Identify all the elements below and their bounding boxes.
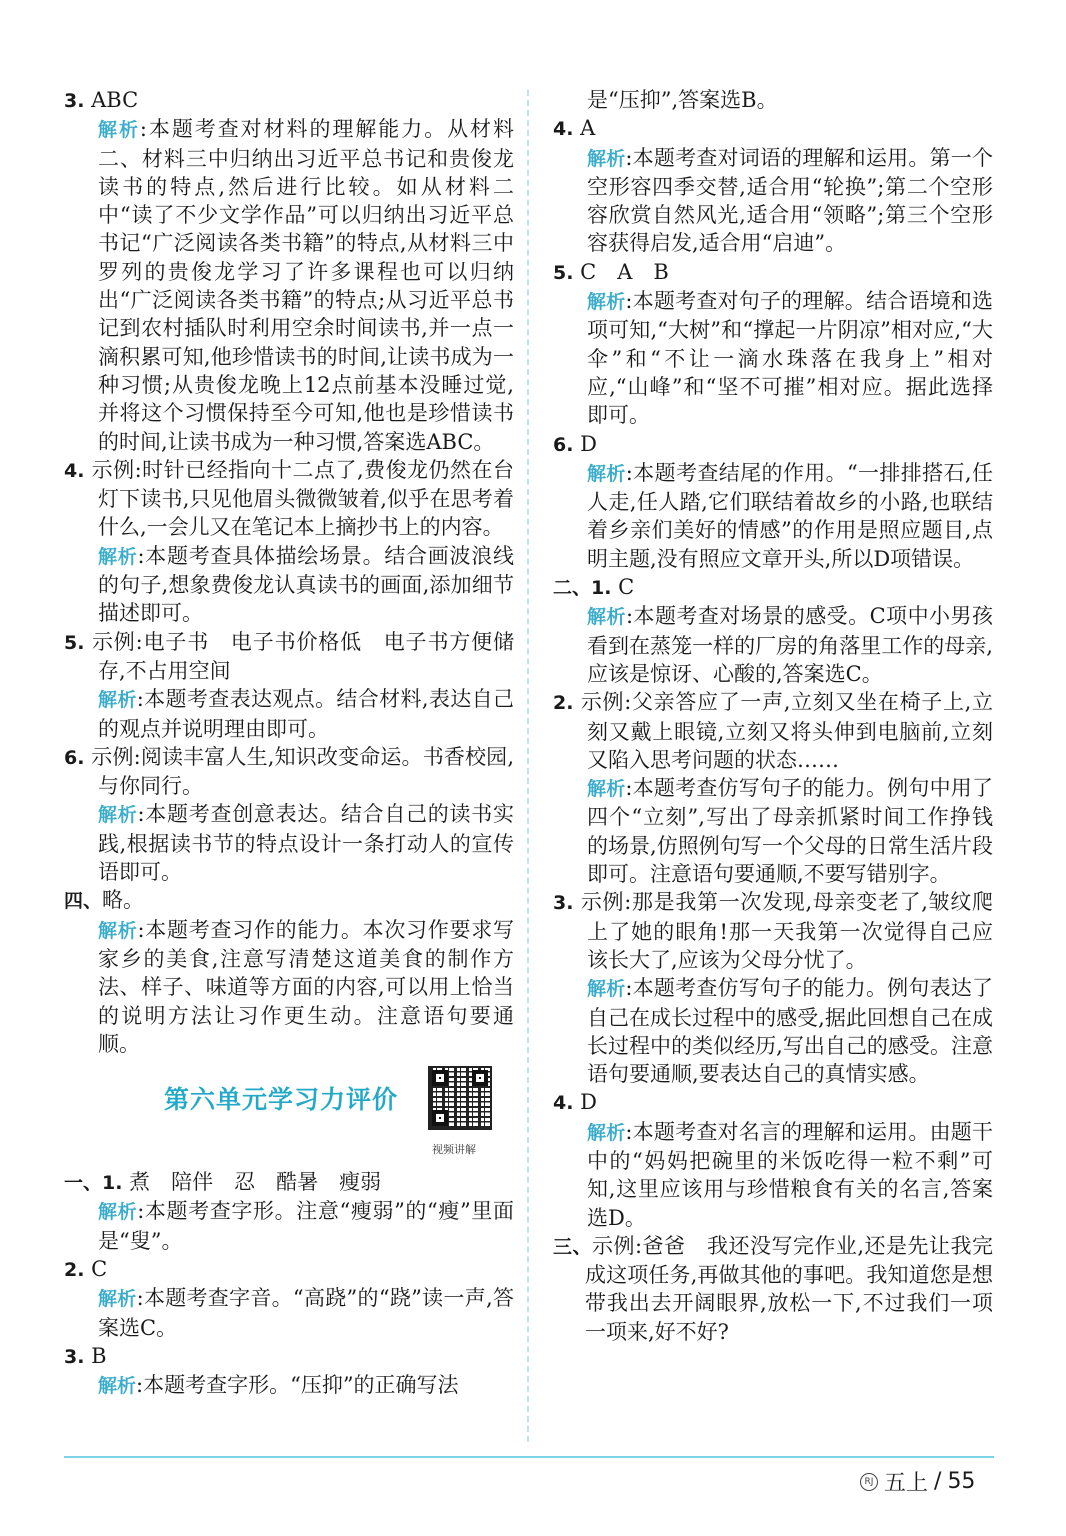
answer-paragraph: [64, 886, 514, 915]
question-number: 4.: [64, 459, 85, 482]
page-separator: /: [934, 1469, 942, 1494]
analysis-paragraph: [64, 1197, 514, 1255]
analysis-paragraph: [553, 602, 993, 688]
analysis-label: 解析: [98, 919, 138, 942]
answer-paragraph: [553, 1088, 993, 1117]
paragraph-text: :本题考查对材料的理解能力。从材料二、材料三中归纳出习近平总书记和贵俊龙读书的特点,然后进行比较。如从材料二中“读了不少文学作品”可以归纳出习近平总书记“广泛阅读各类书籍”的特点,从材料三中罗列的贵俊龙学习了许多课程也可以归纳出“广泛阅读各类书籍”的特点;从习近平总书记到农村插队时利用空余时间读书,并一点一滴积累可知,他珍惜读书的时间,让读书成为一种习惯;从贵俊龙晚上12点前基本没睡过觉,并将这个习惯保持至今可知,他也是珍惜读书的时间,让读书成为一种习惯,答案选ABC。: [98, 117, 514, 454]
paragraph-text: :本题考查结尾的作用。“一排排搭石,任人走,任人踏,它们联结着故乡的小路,也联结着乡亲们美好的情感”的作用是照应题目,点明主题,没有照应文章开头,所以D项错误。: [587, 460, 993, 571]
analysis-paragraph: [64, 115, 514, 456]
right-column: [553, 86, 993, 1346]
paragraph-text: 示例:那是我第一次发现,母亲变老了,皱纹爬上了她的眼角!那一天我第一次觉得自己应该长大了,应该为父母分忧了。: [573, 890, 993, 972]
paragraph-text: :本题考查字音。“高跷”的“跷”读一声,答案选C。: [98, 1286, 514, 1340]
answer-paragraph: [553, 86, 993, 114]
qr-code-icon[interactable]: [428, 1066, 492, 1130]
paragraph-text: 示例:爸爸 我还没写完作业,还是先让我完成这项任务,再做其他的事吧。我知道您是想带我出去开阔眼界,放松一下,不过我们一项一项来,好不好?: [585, 1233, 993, 1344]
paragraph-text: 示例:阅读丰富人生,知识改变命运。书香校园,与你同行。: [84, 744, 514, 799]
paragraph-text: C: [84, 1256, 108, 1281]
analysis-paragraph: [64, 685, 514, 743]
qr-corner: [432, 1070, 448, 1086]
analysis-label: 解析: [587, 147, 626, 170]
analysis-label: 解析: [587, 606, 626, 629]
paragraph-text: :本题考查对场景的感受。C项中小男孩看到在蒸笼一样的厂房的角落里工作的母亲,应该是惊讶、心酸的,答案选C。: [587, 604, 993, 686]
question-number: 三、: [553, 1235, 592, 1258]
left-answers-unit6: [64, 1168, 514, 1400]
analysis-paragraph: [64, 1284, 514, 1342]
analysis-label: 解析: [98, 1201, 138, 1224]
paragraph-text: :本题考查对词语的理解和运用。第一个空形容四季交替,适合用“轮换”;第二个空形容欣赏自然风光,适合用“领略”;第三个空形容获得启发,适合用“启迪”。: [587, 145, 993, 256]
paragraph-text: 是“压抑”,答案选B。: [587, 88, 778, 112]
qr-corner: [472, 1070, 488, 1086]
paragraph-text: 示例:时针已经指向十二点了,费俊龙仍然在台灯下读书,只见他眉头微微皱着,似乎在思考着什么,一会儿又在笔记本上摘抄书上的内容。: [84, 457, 514, 540]
page-number: 55: [947, 1469, 976, 1494]
answer-paragraph: [64, 628, 514, 686]
question-number: 4.: [553, 118, 574, 141]
question-number: 6.: [553, 433, 574, 456]
paragraph-text: :本题考查对句子的理解。结合语境和选项可知,“大树”和“撑起一片阴凉”相对应,“大伞”和“不让一滴水珠落在我身上”相对应,“山峰”和“坚不可摧”相对应。据此选择即可。: [587, 289, 993, 428]
unit-header: [64, 1066, 514, 1162]
answer-paragraph: [553, 888, 993, 974]
question-number: 2.: [553, 692, 574, 715]
paragraph-text: 示例:父亲答应了一声,立刻又坐在椅子上,立刻又戴上眼镜,立刻又将头伸到电脑前,立刻又陷入思考问题的状态……: [573, 690, 993, 772]
analysis-paragraph: [64, 916, 514, 1058]
analysis-label: 解析: [98, 545, 138, 568]
left-column: [64, 86, 514, 1400]
question-number: 3.: [64, 1345, 85, 1368]
paragraph-text: C A B: [573, 259, 669, 284]
analysis-label: 解析: [587, 462, 626, 485]
paragraph-text: :本题考查字形。注意“瘦弱”的“瘦”里面是“叟”。: [98, 1199, 514, 1253]
paragraph-text: 煮 陪伴 忍 酷暑 瘦弱: [122, 1170, 382, 1195]
paragraph-text: :本题考查表达观点。结合材料,表达自己的观点并说明理由即可。: [98, 687, 514, 741]
right-answers: [553, 86, 993, 1346]
analysis-label: 解析: [98, 119, 140, 142]
analysis-paragraph: [553, 287, 993, 429]
analysis-label: 解析: [98, 1288, 137, 1311]
answer-paragraph: [553, 573, 993, 602]
paragraph-text: D: [573, 1090, 597, 1115]
answer-paragraph: [64, 86, 514, 115]
question-number: 5.: [553, 261, 574, 284]
paragraph-text: :本题考查习作的能力。本次习作要求写家乡的美食,注意写清楚这道美食的制作方法、样子、味道等方面的内容,可以用上恰当的说明方法让习作更生动。注意语句要通顺。: [98, 917, 514, 1056]
analysis-label: 解析: [98, 689, 137, 712]
column-divider: [527, 90, 529, 1442]
question-number: 3.: [64, 90, 85, 112]
paragraph-text: :本题考查创意表达。结合自己的读书实践,根据读书节的特点设计一条打动人的宣传语即可。: [98, 802, 514, 885]
answer-paragraph: [64, 1255, 514, 1284]
paragraph-text: D: [573, 431, 597, 456]
analysis-paragraph: [64, 1371, 514, 1400]
answer-paragraph: [64, 1342, 514, 1371]
analysis-paragraph: [553, 974, 993, 1088]
answer-paragraph: [553, 1232, 993, 1346]
paragraph-text: 略。: [102, 888, 145, 913]
textbook-edition-icon: RJ: [860, 1473, 878, 1491]
paragraph-text: A: [573, 116, 596, 141]
analysis-paragraph: [553, 144, 993, 258]
analysis-paragraph: [64, 542, 514, 628]
question-number: 5.: [64, 631, 85, 654]
analysis-label: 解析: [587, 978, 626, 1001]
answer-paragraph: [553, 114, 993, 143]
answer-paragraph: [553, 430, 993, 459]
paragraph-text: :本题考查字形。“压抑”的正确写法: [136, 1373, 459, 1398]
question-number: 6.: [64, 746, 85, 769]
analysis-paragraph: [553, 1118, 993, 1232]
unit-title: 第六单元学习力评价: [164, 1085, 399, 1115]
question-number: 二、1.: [553, 577, 612, 600]
question-number: 一、1.: [64, 1172, 123, 1195]
left-answers: [64, 86, 514, 1058]
question-number: 四、: [64, 890, 103, 913]
paragraph-text: C: [611, 575, 635, 600]
analysis-paragraph: [553, 774, 993, 888]
analysis-label: 解析: [587, 1121, 626, 1144]
analysis-label: 解析: [98, 804, 138, 827]
answer-paragraph: [64, 1168, 514, 1197]
analysis-label: 解析: [587, 291, 626, 314]
answer-paragraph: [553, 688, 993, 774]
qr-corner: [432, 1110, 448, 1126]
question-number: 4.: [553, 1092, 574, 1115]
paragraph-text: ABC: [84, 88, 139, 112]
answer-paragraph: [64, 743, 514, 801]
answer-paragraph: [64, 456, 514, 542]
analysis-paragraph: [553, 459, 993, 573]
page-footer: [860, 1466, 975, 1497]
paragraph-text: :本题考查仿写句子的能力。例句中用了四个“立刻”,写出了母亲抓紧时间工作挣钱的场景,仿照例句写一个父母的日常生活片段即可。注意语句要通顺,不要写错别字。: [587, 776, 993, 887]
paragraph-text: :本题考查对名言的理解和运用。由题干中的“妈妈把碗里的米饭吃得一粒不剩”可知,这里应该用与珍惜粮食有关的名言,答案选D。: [587, 1119, 993, 1230]
analysis-label: 解析: [587, 778, 626, 801]
paragraph-text: 示例:电子书 电子书价格低 电子书方便储存,不占用空间: [84, 629, 514, 683]
paragraph-text: :本题考查具体描绘场景。结合画波浪线的句子,想象费俊龙认真读书的画面,添加细节描述即可。: [98, 543, 514, 626]
paragraph-text: B: [84, 1343, 107, 1368]
footer-rule: [64, 1456, 994, 1458]
analysis-paragraph: [64, 800, 514, 886]
question-number: 2.: [64, 1258, 85, 1281]
question-number: 3.: [553, 892, 574, 915]
paragraph-text: :本题考查仿写句子的能力。例句表达了自己在成长过程中的感受,据此回想自己在成长过程中的类似经历,写出自己的感受。注意语句要通顺,要表达自己的真情实感。: [587, 976, 993, 1087]
analysis-label: 解析: [98, 1375, 137, 1398]
grade-label: 五上: [884, 1471, 929, 1496]
answer-paragraph: [553, 258, 993, 287]
qr-caption: 视频讲解: [432, 1143, 476, 1157]
